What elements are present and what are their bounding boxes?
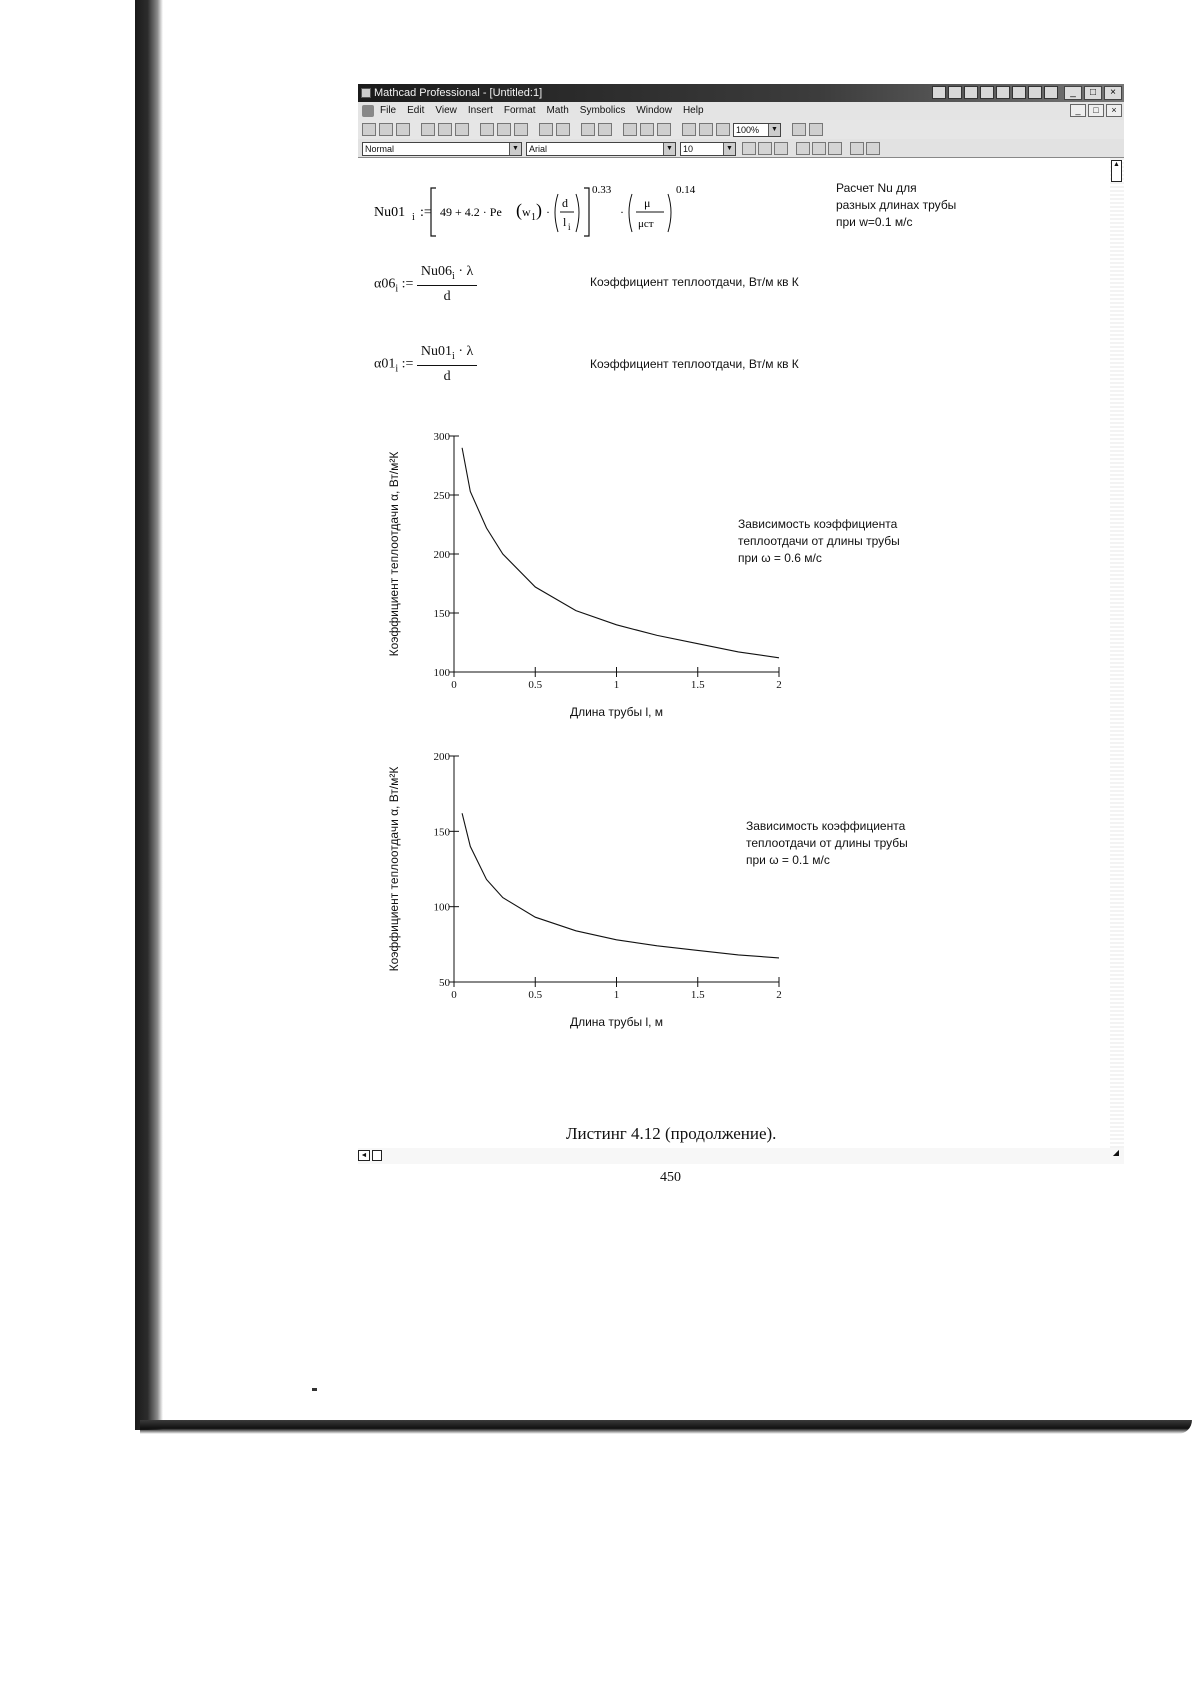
alpha01-num-tail: · λ (454, 344, 474, 359)
scan-speck (312, 1388, 317, 1391)
chevron-down-icon[interactable]: ▼ (509, 143, 521, 155)
document-icon[interactable] (362, 105, 374, 117)
menu-file[interactable]: File (380, 105, 397, 116)
maximize-button[interactable]: □ (1084, 86, 1102, 100)
svg-text:): ) (536, 200, 542, 220)
alpha01-num-sub: i (452, 350, 455, 362)
x-tick-label: 0 (451, 989, 457, 1001)
tray-icon[interactable] (996, 86, 1010, 99)
nu01-note-line: разных длинах трубы (836, 198, 957, 212)
alpha06-num-tail: · λ (454, 264, 474, 279)
nu01-formula[interactable] (374, 180, 734, 240)
x-tick-label: 0.5 (528, 679, 543, 691)
insert-hyperlink-icon[interactable] (682, 123, 696, 136)
alpha01-note[interactable]: Коэффициент теплоотдачи, Вт/м кв К (590, 357, 799, 371)
document-controls (1070, 104, 1122, 117)
copy-icon[interactable] (497, 123, 511, 136)
chevron-down-icon[interactable]: ▼ (663, 143, 675, 155)
x-tick-label: 0 (451, 679, 457, 691)
doc-close-button[interactable]: × (1106, 104, 1122, 117)
y-tick-label: 250 (433, 490, 450, 502)
x-tick-label: 0.5 (528, 989, 543, 1001)
chevron-down-icon[interactable]: ▼ (768, 124, 780, 136)
nu01-const: 49 + 4.2 · Pe (440, 205, 502, 219)
insert-function-icon[interactable] (623, 123, 637, 136)
listing-caption: Листинг 4.12 (продолжение). (566, 1124, 777, 1143)
align-center-icon[interactable] (812, 142, 826, 155)
nu01-exp1: 0.33 (592, 184, 612, 196)
tray-icon[interactable] (1028, 86, 1042, 99)
x-tick-label: 2 (776, 989, 782, 1001)
print-icon[interactable] (421, 123, 435, 136)
align-across-icon[interactable] (581, 123, 595, 136)
menu-edit[interactable]: Edit (407, 105, 425, 116)
zoom-value: 100% (736, 124, 760, 135)
menu-math[interactable]: Math (546, 105, 569, 116)
nu01-note-line: при w=0.1 м/с (836, 215, 913, 229)
calculate-icon[interactable] (657, 123, 671, 136)
redo-icon[interactable] (556, 123, 570, 136)
bullets-icon[interactable] (850, 142, 864, 155)
mathcad-window (358, 84, 1124, 1164)
font-size-select[interactable] (680, 142, 736, 156)
y-tick-label: 100 (433, 901, 450, 914)
horizontal-scrollbar[interactable] (358, 1148, 1124, 1164)
nu01-note-line: Расчет Nu для (836, 181, 917, 195)
alpha06-num: Nu06 (420, 264, 453, 279)
alpha01-assign: := (401, 356, 414, 372)
component-wizard-icon[interactable] (699, 123, 713, 136)
y-axis-label: Коэффициент теплоотдачи α, Вт/м²К (387, 451, 401, 657)
window-controls (1064, 86, 1122, 100)
alpha06-fraction (417, 264, 477, 305)
titlebar-tray (932, 86, 1058, 99)
nu01-l-sub: i (568, 222, 571, 232)
nu01-mu-st: μст (638, 218, 654, 230)
tray-icon[interactable] (964, 86, 978, 99)
nu01-w: w (522, 205, 531, 219)
alpha06-num-sub: i (452, 270, 455, 282)
menu-view[interactable]: View (435, 105, 457, 116)
series-line (462, 813, 779, 958)
align-down-icon[interactable] (598, 123, 612, 136)
nu01-exp2: 0.14 (676, 184, 696, 196)
y-tick-label: 150 (433, 826, 450, 839)
undo-icon[interactable] (539, 123, 553, 136)
zoom-select[interactable] (733, 123, 781, 137)
print-preview-icon[interactable] (438, 123, 452, 136)
paste-icon[interactable] (514, 123, 528, 136)
y-tick-label: 300 (433, 431, 450, 443)
svg-text:(: ( (516, 200, 522, 220)
open-icon[interactable] (379, 123, 393, 136)
vertical-scrollbar[interactable] (1110, 158, 1124, 1148)
doc-minimize-button[interactable]: _ (1070, 104, 1086, 117)
y-tick-label: 200 (433, 549, 450, 561)
close-button[interactable]: × (1104, 86, 1122, 100)
series-line (462, 448, 779, 658)
tray-icon[interactable] (1012, 86, 1026, 99)
menu-window[interactable]: Window (636, 105, 672, 116)
chevron-down-icon[interactable]: ▼ (723, 143, 735, 155)
alpha06-lhs: α06 (374, 276, 396, 292)
resources-icon[interactable] (792, 123, 806, 136)
cut-icon[interactable] (480, 123, 494, 136)
window-title: Mathcad Professional - [Untitled:1] (374, 87, 543, 99)
style-value: Normal (365, 144, 395, 154)
book-spine-shadow (135, 0, 163, 1430)
align-left-icon[interactable] (796, 142, 810, 155)
resize-grip-icon[interactable]: ◢ (1112, 1148, 1120, 1157)
alpha01-formula[interactable] (374, 344, 477, 385)
title-bar (358, 84, 1124, 102)
nu01-note[interactable] (836, 180, 956, 231)
annotation-line: теплоотдачи от длины трубы (746, 836, 908, 850)
scroll-thumb[interactable] (372, 1150, 382, 1161)
style-select[interactable] (362, 142, 522, 156)
save-icon[interactable] (396, 123, 410, 136)
y-tick-label: 50 (439, 977, 450, 989)
tray-icon[interactable] (980, 86, 994, 99)
scroll-left-icon[interactable]: ◄ (358, 1150, 370, 1161)
app-icon (361, 88, 371, 98)
tray-icon[interactable] (1044, 86, 1058, 99)
x-tick-label: 1 (613, 679, 620, 691)
alpha01-num: Nu01 (420, 344, 453, 359)
alpha01-lhs-sub: i (395, 363, 399, 375)
menu-symbolics[interactable]: Symbolics (579, 105, 626, 116)
font-value: Arial (529, 144, 548, 154)
align-right-icon[interactable] (828, 142, 842, 155)
nu01-lhs: Nu01 (374, 205, 406, 220)
nu01-lhs-sub: i (412, 212, 415, 223)
y-tick-label: 200 (433, 751, 450, 763)
new-icon[interactable] (362, 123, 376, 136)
annotation-line: теплоотдачи от длины трубы (738, 534, 900, 548)
italic-icon[interactable] (758, 142, 772, 155)
nu01-assign: := (420, 205, 432, 220)
alpha01-den: d (417, 365, 477, 385)
tray-icon[interactable] (932, 86, 946, 99)
nu01-mu: μ (644, 196, 651, 210)
annotation-line: при ω = 0.6 м/с (738, 551, 822, 565)
alpha06-lhs-sub: i (395, 283, 399, 295)
run-script-icon[interactable] (716, 123, 730, 136)
x-tick-label: 1.5 (690, 989, 705, 1001)
alpha06-formula[interactable] (374, 264, 477, 305)
annotation-line: при ω = 0.1 м/с (746, 853, 830, 867)
alpha06-note[interactable]: Коэффициент теплоотдачи, Вт/м кв К (590, 275, 799, 289)
spell-check-icon[interactable] (455, 123, 469, 136)
bold-icon[interactable] (742, 142, 756, 155)
x-tick-label: 2 (776, 679, 782, 691)
formatting-toolbar (358, 139, 1124, 158)
plot-alpha06-annotation[interactable] (738, 516, 900, 567)
plot-alpha06[interactable] (384, 418, 824, 738)
insert-unit-icon[interactable] (640, 123, 654, 136)
doc-restore-button[interactable]: □ (1088, 104, 1104, 117)
font-select[interactable] (526, 142, 676, 156)
annotation-line: Зависимость коэффициента (738, 517, 898, 531)
scroll-up-icon[interactable]: ▲ (1111, 160, 1122, 182)
tray-icon[interactable] (948, 86, 962, 99)
help-icon[interactable] (809, 123, 823, 136)
menu-insert[interactable]: Insert (467, 105, 493, 116)
y-tick-label: 150 (433, 608, 450, 620)
menu-bar (358, 102, 1124, 120)
nu01-l: l (563, 215, 567, 229)
page-edge-shadow (140, 1420, 1192, 1434)
numbering-icon[interactable] (866, 142, 880, 155)
underline-icon[interactable] (774, 142, 788, 155)
page-number: 450 (660, 1170, 681, 1185)
x-tick-label: 1.5 (690, 679, 705, 691)
nu01-d: d (562, 196, 568, 210)
nu01-formula-graphic (374, 180, 734, 240)
y-tick-label: 100 (433, 667, 450, 679)
x-tick-label: 1 (613, 989, 620, 1001)
alpha01-fraction (417, 344, 477, 385)
svg-text:·: · (546, 205, 550, 219)
standard-toolbar (358, 120, 1124, 139)
alpha06-assign: := (401, 276, 414, 292)
svg-text:·: · (620, 205, 624, 219)
x-axis-label: Длина трубы l, м (569, 705, 664, 719)
y-axis-label: Коэффициент теплоотдачи α, Вт/м²К (387, 766, 401, 972)
menu-format[interactable]: Format (503, 105, 536, 116)
worksheet[interactable] (358, 158, 1124, 1148)
x-axis-label: Длина трубы l, м (569, 1015, 664, 1029)
annotation-line: Зависимость коэффициента (746, 819, 906, 833)
minimize-button[interactable]: _ (1064, 86, 1082, 100)
plot-alpha01-annotation[interactable] (746, 818, 908, 869)
font-size-value: 10 (683, 144, 694, 154)
menu-help[interactable]: Help (682, 105, 704, 116)
alpha06-den: d (417, 285, 477, 305)
nu01-w-sub: 1 (531, 212, 536, 223)
plot-alpha01[interactable] (384, 738, 824, 1048)
alpha01-lhs: α01 (374, 356, 396, 372)
